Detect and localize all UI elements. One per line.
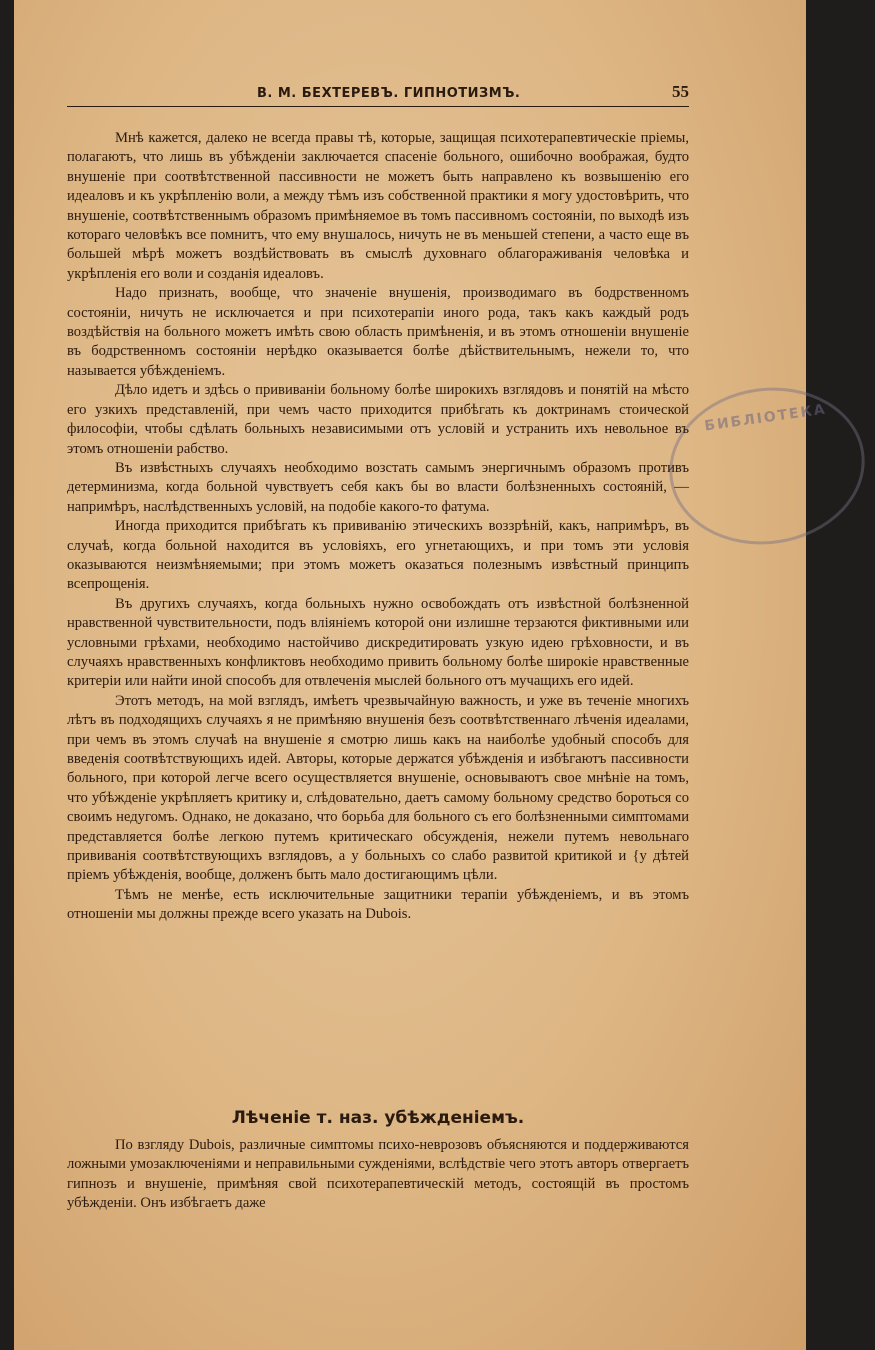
page-number: 55 [672,82,689,101]
library-stamp [659,375,875,557]
paragraph: Иногда приходится прибѣгать къ прививанію этическихъ воззрѣній, какъ, напримѣръ, въ случаѣ, когда больной находится въ условіяхъ, его угнетающихъ, и при томъ эти условія оказываются неизмѣняемыми; при этомъ можетъ оказаться полезнымъ извѣстный принципъ всепрощенія. [67,518,689,593]
paragraph: Надо признать, вообще, что значеніе внушенія, производимаго въ бодрственномъ состояніи, ничуть не исключается и при психотерапіи иного рода, такъ какъ каждый родъ воздѣйствія на больного можетъ имѣть свою область примѣненія, и въ этомъ отношеніи внушеніе въ бодрственномъ состояніи нерѣдко оказывается болѣе дѣйствительнымъ, нежели то, что называется убѣжденіемъ. [67,285,689,379]
paragraph: Этотъ методъ, на мой взглядъ, имѣетъ чрезвычайную важность, и уже въ теченіе многихъ лѣтъ въ подходящихъ случаяхъ я не примѣняю внушенія безъ соотвѣтственнаго лѣченія идеалами, при чемъ въ этомъ случаѣ на внушеніе я смотрю лишь какъ на наиболѣе удобный способъ для введенія соотвѣтствующихъ идей. Авторы, которые держатся убѣжденія и избѣгаютъ пассивности больного, при которой легче всего осуществляется внушеніе, основываютъ свое мнѣніе на томъ, что убѣжденіе укрѣпляетъ критику и, слѣдовательно, даетъ самому больному средство бороться со своимъ недугомъ. Однако, не доказано, что борьба для больного съ его болѣзненными симптомами представляется болѣе легкою путемъ критическаго обсужденія, нежели путемъ невольнаго прививанія соотвѣтствующихъ взглядовъ, а у больныхъ со слабо развитой критикой и {у дѣтей пріемъ убѣжденія, вообще, долженъ быть мало достигающимъ цѣли. [67,692,689,884]
book-page [14,0,828,1350]
paragraph: Въ извѣстныхъ случаяхъ необходимо возстать самымъ энергичнымъ образомъ противъ детерминизма, когда больной чувствуетъ себя какъ бы во власти болѣзненныхъ состояній, — напримѣръ, наслѣдственныхъ условій, на подобіе какого-то фатума. [67,459,689,515]
section-heading: Лѣченіе т. наз. убѣжденіемъ. [231,1108,525,1128]
running-header [67,84,689,107]
section-body-text [67,1136,689,1214]
paragraph: По взгляду Dubois, различные симптомы психо-неврозовъ объясняются и поддерживаются ложными умозаключеніями и неправильными сужденіями, вслѣдствіе чего этотъ авторъ отвергаетъ гипнозъ и внушеніе, примѣняя свой психотерапевтическій методъ, состоящій въ простомъ убѣжденіи. Онъ избѣгаетъ даже [67,1137,689,1212]
paragraph: Тѣмъ не менѣе, есть исключительные защитники терапіи убѣжденіемъ, и въ этомъ отношеніи мы должны прежде всего указать на Dubois. [67,886,689,923]
paragraph: Мнѣ кажется, далеко не всегда правы тѣ, которые, защищая психотерапевтическіе пріемы, полагаютъ, что лишь въ убѣжденіи заключается спасеніе больного, ошибочно воображая, будто внушеніе при соотвѣтственной пассивности не можетъ быть направлено къ возвышенію его идеаловъ и къ укрѣпленію воли, а между тѣмъ изъ собственной практики я могу удостовѣрить, что внушеніе, соотвѣтственнымъ образомъ примѣняемое въ томъ пассивномъ состояніи, по выходѣ изъ котораго человѣкъ все помнитъ, что ему внушалось, ничуть не въ меньшей степени, а часто еще въ большей мѣрѣ можетъ воздѣйствовать въ смыслѣ духовнаго облагораживанія человѣка и укрѣпленія его воли и созданія идеаловъ. [67,130,689,282]
body-text [67,129,689,925]
library-stamp-text: БИБЛІОТЕКА [703,401,828,435]
running-title: В. М. БЕХТЕРЕВЪ. ГИПНОТИЗМЪ. [257,86,521,101]
paragraph: Въ другихъ случаяхъ, когда больныхъ нужно освобождать отъ извѣстной болѣзненной нравственной чувствительности, подъ вліяніемъ которой они излишне терзаются фиктивными или условными грѣхами, необходимо настойчиво дискредитировать узкую идею грѣховности, и въ случаяхъ нравственныхъ конфликтовъ необходимо привить больному болѣе широкіе нравственные критеріи или найти иной способъ для отвлеченія мыслей больного отъ мучащихъ его идей. [67,595,689,690]
paragraph: Дѣло идетъ и здѣсь о прививаніи больному болѣе широкихъ взглядовъ и понятій на мѣсто его узкихъ представленій, при чемъ часто приходится прибѣгать къ доктринамъ стоической философіи, чтобы сдѣлать больныхъ независимыми отъ условій и устранить ихъ невольное въ этомъ отношеніи рабство. [67,382,689,457]
